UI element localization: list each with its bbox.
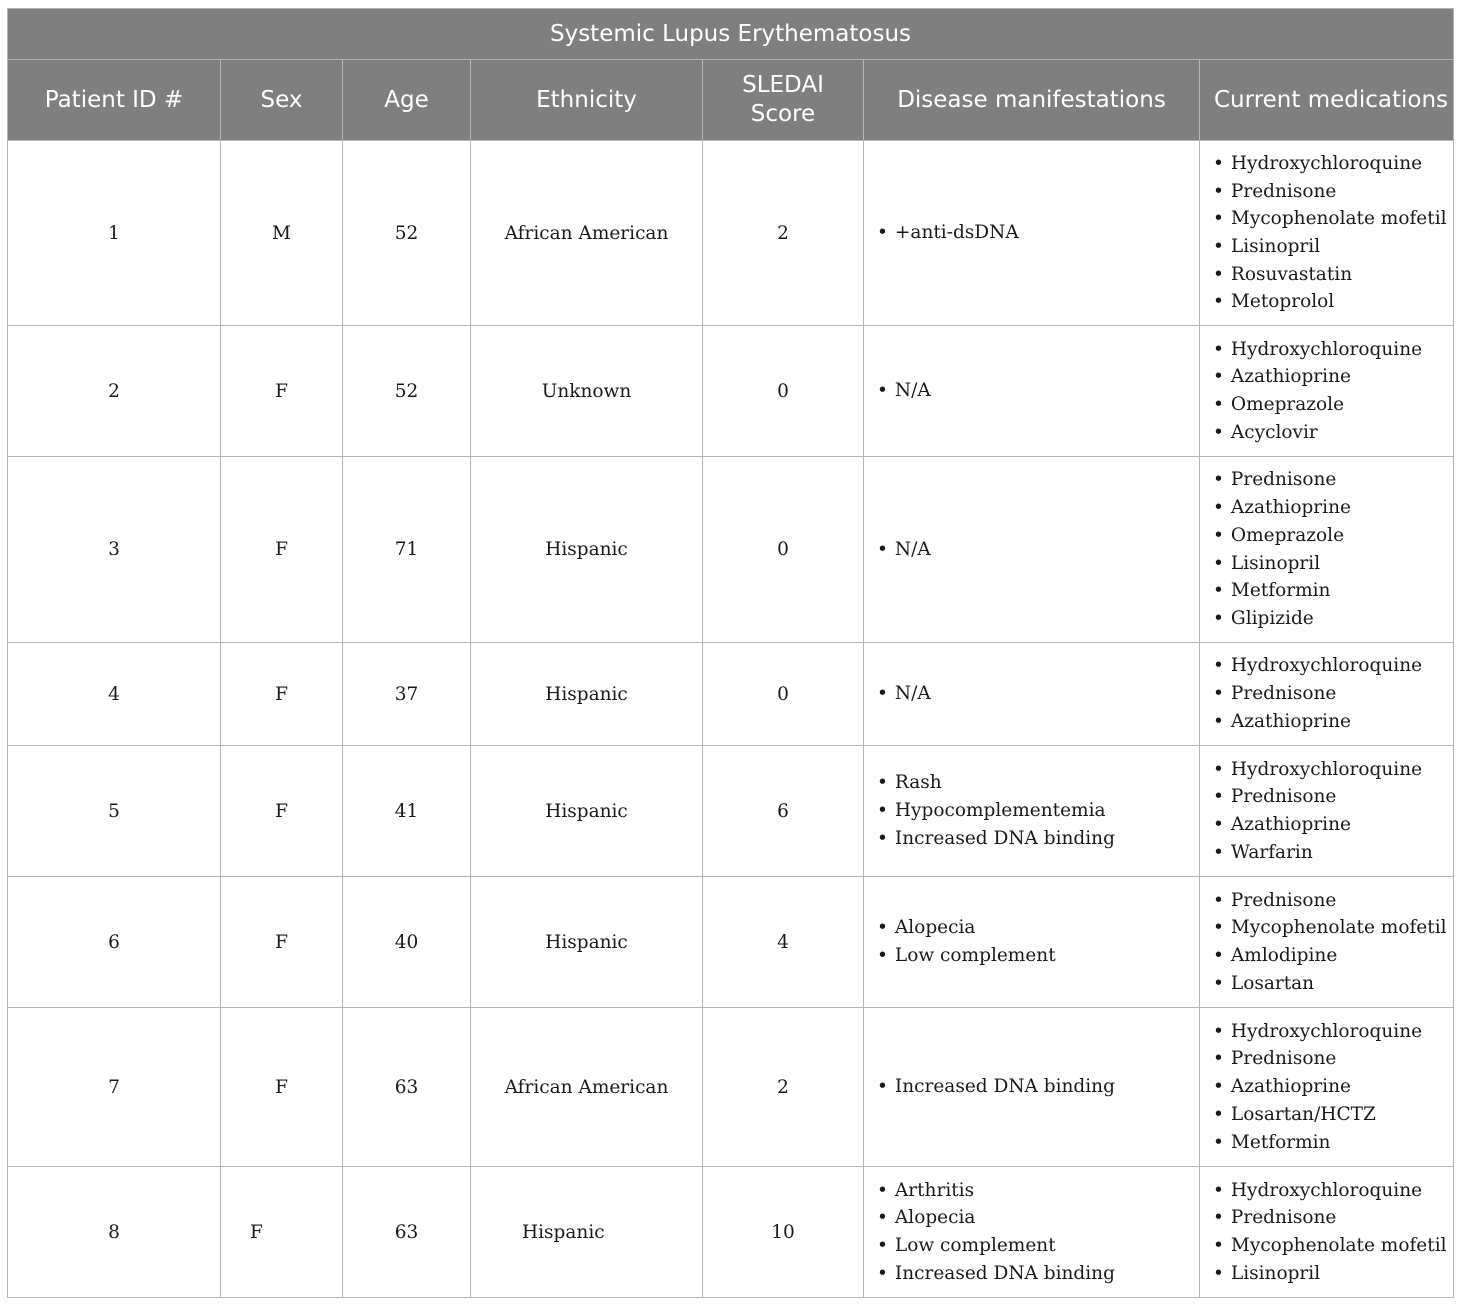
patient-id-cell: 8 — [8, 1167, 221, 1298]
medication-item: • Azathioprine — [1213, 1073, 1445, 1101]
disease-manifestations-list — [877, 680, 1191, 708]
age-cell: 71 — [343, 457, 471, 643]
sledai-score-cell: 0 — [703, 457, 864, 643]
manifestation-item: • Arthritis — [877, 1177, 1191, 1205]
medication-item: • Amlodipine — [1213, 942, 1445, 970]
sledai-header-text: SLEDAI Score — [742, 72, 824, 127]
medications-list — [1213, 466, 1445, 632]
manifestation-item: • Rash — [877, 769, 1191, 797]
disease-manifestations-list — [877, 219, 1191, 247]
disease-manifestations-cell — [864, 141, 1200, 326]
medications-list — [1213, 887, 1445, 998]
medication-item: • Lisinopril — [1213, 1260, 1445, 1288]
medication-item: • Hydroxychloroquine — [1213, 1177, 1445, 1205]
ethnicity-cell: Hispanic — [471, 746, 703, 877]
patient-id-cell: 6 — [8, 877, 221, 1008]
medication-item: • Prednisone — [1213, 178, 1445, 206]
disease-manifestations-list — [877, 914, 1191, 969]
manifestation-item: • N/A — [877, 536, 1191, 564]
medication-item: • Hydroxychloroquine — [1213, 150, 1445, 178]
column-header-sex: Sex — [221, 60, 343, 141]
medication-item: • Hydroxychloroquine — [1213, 756, 1445, 784]
ethnicity-cell: African American — [471, 1008, 703, 1167]
patient-id-cell: 1 — [8, 141, 221, 326]
medication-item: • Metoprolol — [1213, 288, 1445, 316]
medications-cell — [1200, 326, 1454, 457]
disease-manifestations-list — [877, 1177, 1191, 1288]
medications-cell — [1200, 1008, 1454, 1167]
manifestation-item: • N/A — [877, 377, 1191, 405]
disease-manifestations-cell — [864, 1008, 1200, 1167]
medication-item: • Lisinopril — [1213, 233, 1445, 261]
medication-item: • Metformin — [1213, 577, 1445, 605]
medication-item: • Azathioprine — [1213, 363, 1445, 391]
medication-item: • Azathioprine — [1213, 811, 1445, 839]
medications-cell — [1200, 141, 1454, 326]
disease-manifestations-list — [877, 769, 1191, 852]
patient-id-cell: 3 — [8, 457, 221, 643]
medication-item: • Mycophenolate mofetil — [1213, 1232, 1445, 1260]
disease-manifestations-cell — [864, 1167, 1200, 1298]
medications-list — [1213, 1018, 1445, 1157]
manifestation-item: • +anti-dsDNA — [877, 219, 1191, 247]
medications-list — [1213, 756, 1445, 867]
sex-cell: F — [221, 457, 343, 643]
medications-cell — [1200, 457, 1454, 643]
medication-item: • Prednisone — [1213, 1045, 1445, 1073]
sex-cell: F — [221, 1167, 343, 1298]
column-header-disease-manifestations: Disease manifestations — [864, 60, 1200, 141]
table-row — [8, 746, 1454, 877]
medication-item: • Mycophenolate mofetil — [1213, 205, 1445, 233]
age-cell: 37 — [343, 643, 471, 746]
sledai-score-cell: 4 — [703, 877, 864, 1008]
sledai-score-cell: 10 — [703, 1167, 864, 1298]
medications-cell — [1200, 877, 1454, 1008]
age-cell: 40 — [343, 877, 471, 1008]
ethnicity-cell: Hispanic — [471, 643, 703, 746]
medication-item: • Prednisone — [1213, 466, 1445, 494]
disease-manifestations-list — [877, 536, 1191, 564]
manifestation-item: • Alopecia — [877, 1204, 1191, 1232]
sex-cell: F — [221, 877, 343, 1008]
age-cell: 63 — [343, 1167, 471, 1298]
disease-manifestations-cell — [864, 457, 1200, 643]
medications-list — [1213, 336, 1445, 447]
medications-list — [1213, 150, 1445, 316]
medication-item: • Mycophenolate mofetil — [1213, 914, 1445, 942]
patient-id-cell: 4 — [8, 643, 221, 746]
medication-item: • Hydroxychloroquine — [1213, 336, 1445, 364]
medication-item: • Hydroxychloroquine — [1213, 652, 1445, 680]
column-header-ethnicity: Ethnicity — [471, 60, 703, 141]
disease-manifestations-list — [877, 1073, 1191, 1101]
medication-item: • Losartan — [1213, 970, 1445, 998]
medication-item: • Lisinopril — [1213, 550, 1445, 578]
manifestation-item: • Low complement — [877, 942, 1191, 970]
medication-item: • Warfarin — [1213, 839, 1445, 867]
sex-cell: F — [221, 326, 343, 457]
ethnicity-cell: Unknown — [471, 326, 703, 457]
sex-cell: F — [221, 1008, 343, 1167]
manifestation-item: • N/A — [877, 680, 1191, 708]
medication-item: • Glipizide — [1213, 605, 1445, 633]
medication-item: • Azathioprine — [1213, 494, 1445, 522]
medication-item: • Omeprazole — [1213, 391, 1445, 419]
table-row — [8, 877, 1454, 1008]
disease-manifestations-cell — [864, 877, 1200, 1008]
medication-item: • Prednisone — [1213, 680, 1445, 708]
sledai-score-cell: 6 — [703, 746, 864, 877]
header-row — [8, 60, 1454, 141]
age-cell: 63 — [343, 1008, 471, 1167]
table-row — [8, 141, 1454, 326]
sledai-score-cell: 0 — [703, 326, 864, 457]
sledai-score-cell: 2 — [703, 141, 864, 326]
medication-item: • Losartan/HCTZ — [1213, 1101, 1445, 1129]
medication-item: • Rosuvastatin — [1213, 261, 1445, 289]
medications-list — [1213, 1177, 1445, 1288]
table-row — [8, 1167, 1454, 1298]
medication-item: • Prednisone — [1213, 783, 1445, 811]
disease-manifestations-cell — [864, 326, 1200, 457]
sledai-score-cell: 2 — [703, 1008, 864, 1167]
ethnicity-cell: Hispanic — [471, 1167, 703, 1298]
table-row — [8, 457, 1454, 643]
medications-cell — [1200, 746, 1454, 877]
medication-item: • Prednisone — [1213, 1204, 1445, 1232]
table-row — [8, 643, 1454, 746]
disease-manifestations-cell — [864, 746, 1200, 877]
column-header-sledai-score — [703, 60, 864, 141]
sex-cell: M — [221, 141, 343, 326]
medication-item: • Acyclovir — [1213, 419, 1445, 447]
ethnicity-cell: Hispanic — [471, 877, 703, 1008]
medications-cell — [1200, 1167, 1454, 1298]
patient-id-cell: 7 — [8, 1008, 221, 1167]
medications-list — [1213, 652, 1445, 735]
manifestation-item: • Increased DNA binding — [877, 1073, 1191, 1101]
medication-item: • Prednisone — [1213, 887, 1445, 915]
age-cell: 52 — [343, 326, 471, 457]
medications-cell — [1200, 643, 1454, 746]
column-header-patient-id: Patient ID # — [8, 60, 221, 141]
table-row — [8, 1008, 1454, 1167]
medication-item: • Omeprazole — [1213, 522, 1445, 550]
disease-manifestations-cell — [864, 643, 1200, 746]
age-cell: 52 — [343, 141, 471, 326]
patient-table — [7, 8, 1454, 1298]
patient-id-cell: 2 — [8, 326, 221, 457]
manifestation-item: • Hypocomplementemia — [877, 797, 1191, 825]
sex-cell: F — [221, 643, 343, 746]
table-row — [8, 326, 1454, 457]
table-title: Systemic Lupus Erythematosus — [8, 9, 1454, 60]
table-container — [7, 8, 1453, 1298]
manifestation-item: • Low complement — [877, 1232, 1191, 1260]
age-cell: 41 — [343, 746, 471, 877]
column-header-age: Age — [343, 60, 471, 141]
ethnicity-cell: Hispanic — [471, 457, 703, 643]
manifestation-item: • Increased DNA binding — [877, 1260, 1191, 1288]
manifestation-item: • Alopecia — [877, 914, 1191, 942]
column-header-current-medications: Current medications — [1200, 60, 1454, 141]
sex-cell: F — [221, 746, 343, 877]
manifestation-item: • Increased DNA binding — [877, 825, 1191, 853]
medication-item: • Metformin — [1213, 1129, 1445, 1157]
disease-manifestations-list — [877, 377, 1191, 405]
patient-id-cell: 5 — [8, 746, 221, 877]
ethnicity-cell: African American — [471, 141, 703, 326]
sledai-score-cell: 0 — [703, 643, 864, 746]
medication-item: • Azathioprine — [1213, 708, 1445, 736]
medication-item: • Hydroxychloroquine — [1213, 1018, 1445, 1046]
